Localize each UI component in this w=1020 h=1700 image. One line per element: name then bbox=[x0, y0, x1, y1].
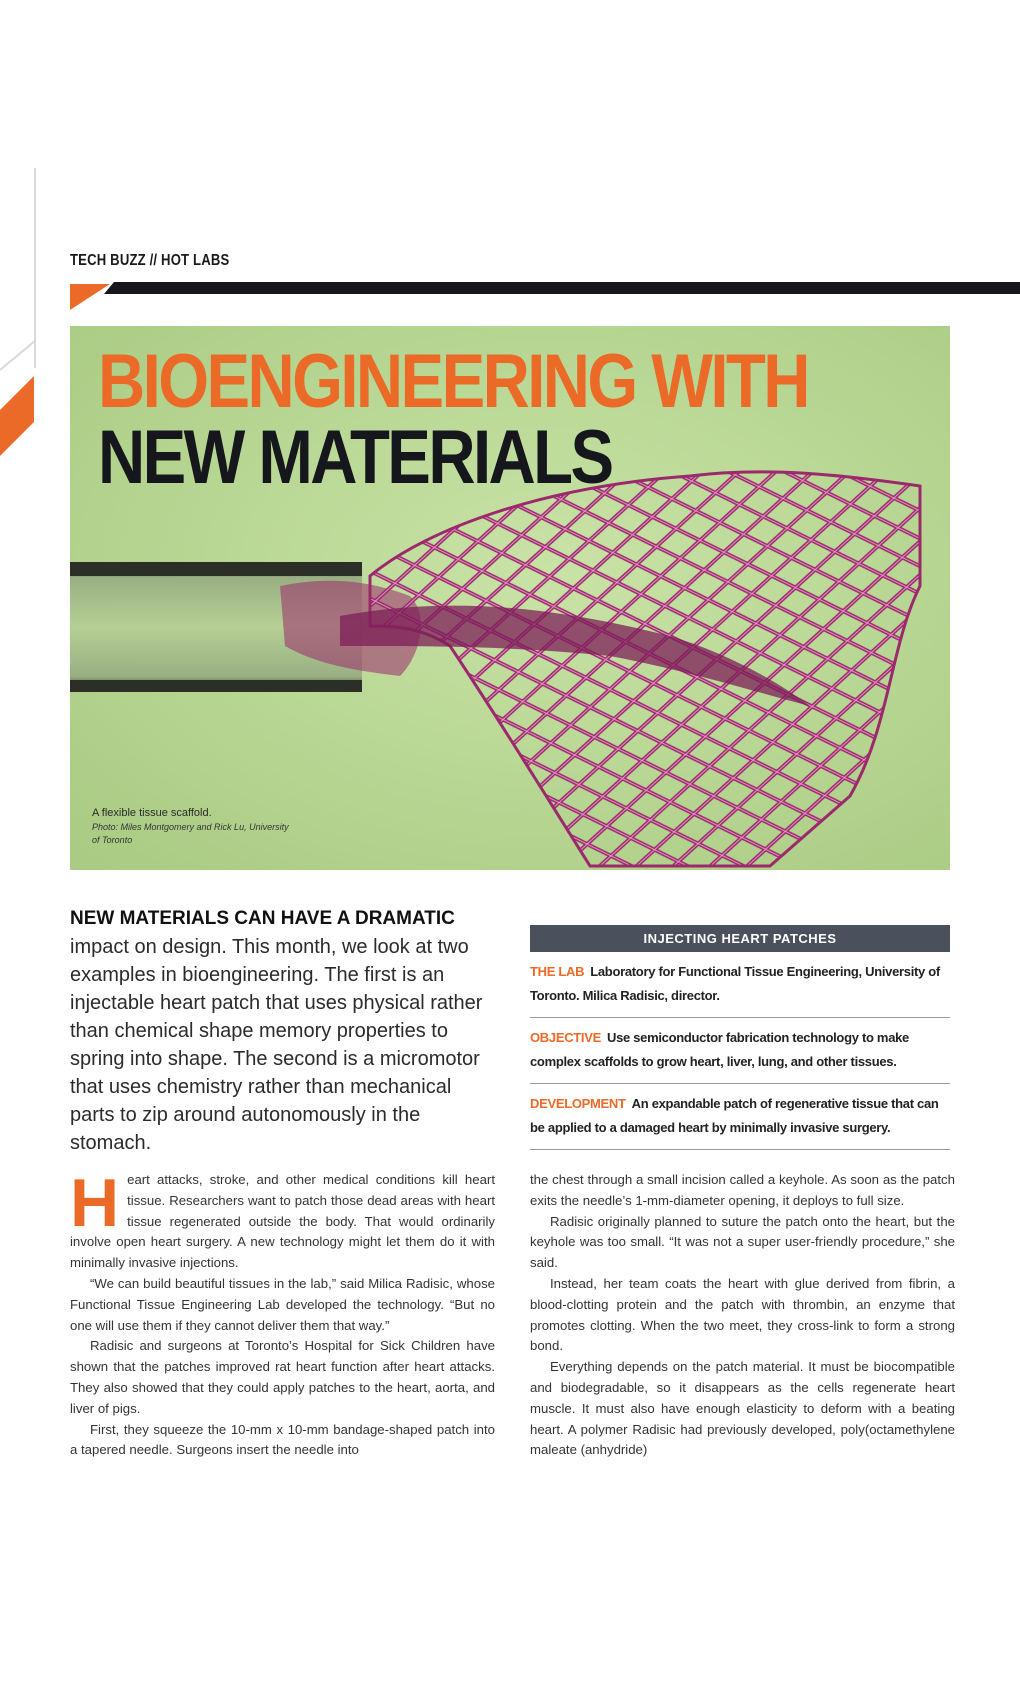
caption-credit: Photo: Miles Montgomery and Rick Lu, University of Toronto bbox=[92, 822, 289, 845]
lede-caps: NEW MATERIALS CAN HAVE A DRAMATIC bbox=[70, 908, 455, 929]
sidebar-heading: INJECTING HEART PATCHES bbox=[530, 925, 950, 952]
caption-text: A flexible tissue scaffold. bbox=[92, 807, 212, 819]
body-paragraph: Everything depends on the patch material. It must be biocompatible and biodegradable, so it disappears as the cells regenerate heart muscle. It must also have enough elasticity to deform with a beating heart. A polymer Radisic had previously developed, poly(octamethylene maleate (anhydride) bbox=[530, 1359, 955, 1458]
body-paragraph: Radisic originally planned to suture the patch onto the heart, but the keyhole was too small. “It was not a super user-friendly procedure,” she said. bbox=[530, 1213, 955, 1271]
sidebar-box bbox=[530, 925, 950, 1150]
sidebar-item-objective bbox=[530, 1018, 950, 1084]
headline-line-1: BIOENGINEERING WITH bbox=[98, 339, 808, 424]
sidebar-item-development bbox=[530, 1084, 950, 1150]
sidebar-item-label: DEVELOPMENT bbox=[530, 1096, 626, 1111]
section-kicker: TECH BUZZ // HOT LABS bbox=[70, 252, 230, 269]
body-paragraph: First, they squeeze the 10-mm x 10-mm bandage-shaped patch into a tapered needle. Surgeons insert the needle into bbox=[70, 1421, 495, 1458]
sidebar-item-text: Laboratory for Functional Tissue Engineering, University of Toronto. Milica Radisic, director. bbox=[530, 964, 940, 1003]
body-paragraph bbox=[70, 1165, 495, 1274]
drop-cap: H bbox=[70, 1165, 120, 1241]
sidebar-item-label: OBJECTIVE bbox=[530, 1030, 601, 1045]
photo-caption bbox=[92, 806, 292, 847]
body-column-left bbox=[70, 1165, 495, 1461]
headline-line-2: NEW MATERIALS bbox=[98, 415, 612, 500]
lede-text: impact on design. This month, we look at two examples in bioengineering. The first is an injectable heart patch that uses physical rather than chemical shape memory properties to spring into shape. The second is a micromotor that uses chemistry rather than mechanical parts to zip around autonomously in the stomach. bbox=[70, 936, 483, 1154]
margin-rule bbox=[34, 168, 36, 368]
header-bar bbox=[70, 282, 1020, 310]
sidebar-item-label: THE LAB bbox=[530, 964, 585, 979]
body-paragraph: “We can build beautiful tissues in the lab,” said Milica Radisic, whose Functional Tissue Engineering Lab developed the technology. “But no one will use them if they cannot deliver them that way.” bbox=[70, 1275, 495, 1333]
sidebar-item-lab bbox=[530, 952, 950, 1018]
sidebar-item-text: Use semiconductor fabrication technology to make complex scaffolds to grow heart, liver, lung, and other tissues. bbox=[530, 1030, 909, 1069]
lede-paragraph bbox=[70, 904, 490, 1157]
paragraph-text: eart attacks, stroke, and other medical conditions kill heart tissue. Researchers want to patch those dead areas with heart tissue regenerated outside the body. That would ordinarily involve open heart surgery. A new technology might let them do it with minimally invasive injections. bbox=[70, 1172, 495, 1271]
body-column-right bbox=[530, 1170, 955, 1461]
body-paragraph: the chest through a small incision called a keyhole. As soon as the patch exits the needle’s 1-mm-diameter opening, it deploys to full size. bbox=[530, 1172, 955, 1208]
body-paragraph: Instead, her team coats the heart with glue derived from fibrin, a blood-clotting protein and the patch with thrombin, an enzyme that promotes clotting. When the two meet, they cross-link to form a strong bond. bbox=[530, 1275, 955, 1354]
body-paragraph: Radisic and surgeons at Toronto’s Hospital for Sick Children have shown that the patches improved rat heart function after heart attacks. They also showed that they could apply patches to the heart, aorta, and liver of pigs. bbox=[70, 1338, 495, 1416]
margin-diagonal bbox=[0, 340, 40, 380]
sidebar-item-text: An expandable patch of regenerative tissue that can be applied to a damaged heart by minimally invasive surgery. bbox=[530, 1096, 939, 1135]
margin-orange-tab bbox=[0, 376, 36, 456]
